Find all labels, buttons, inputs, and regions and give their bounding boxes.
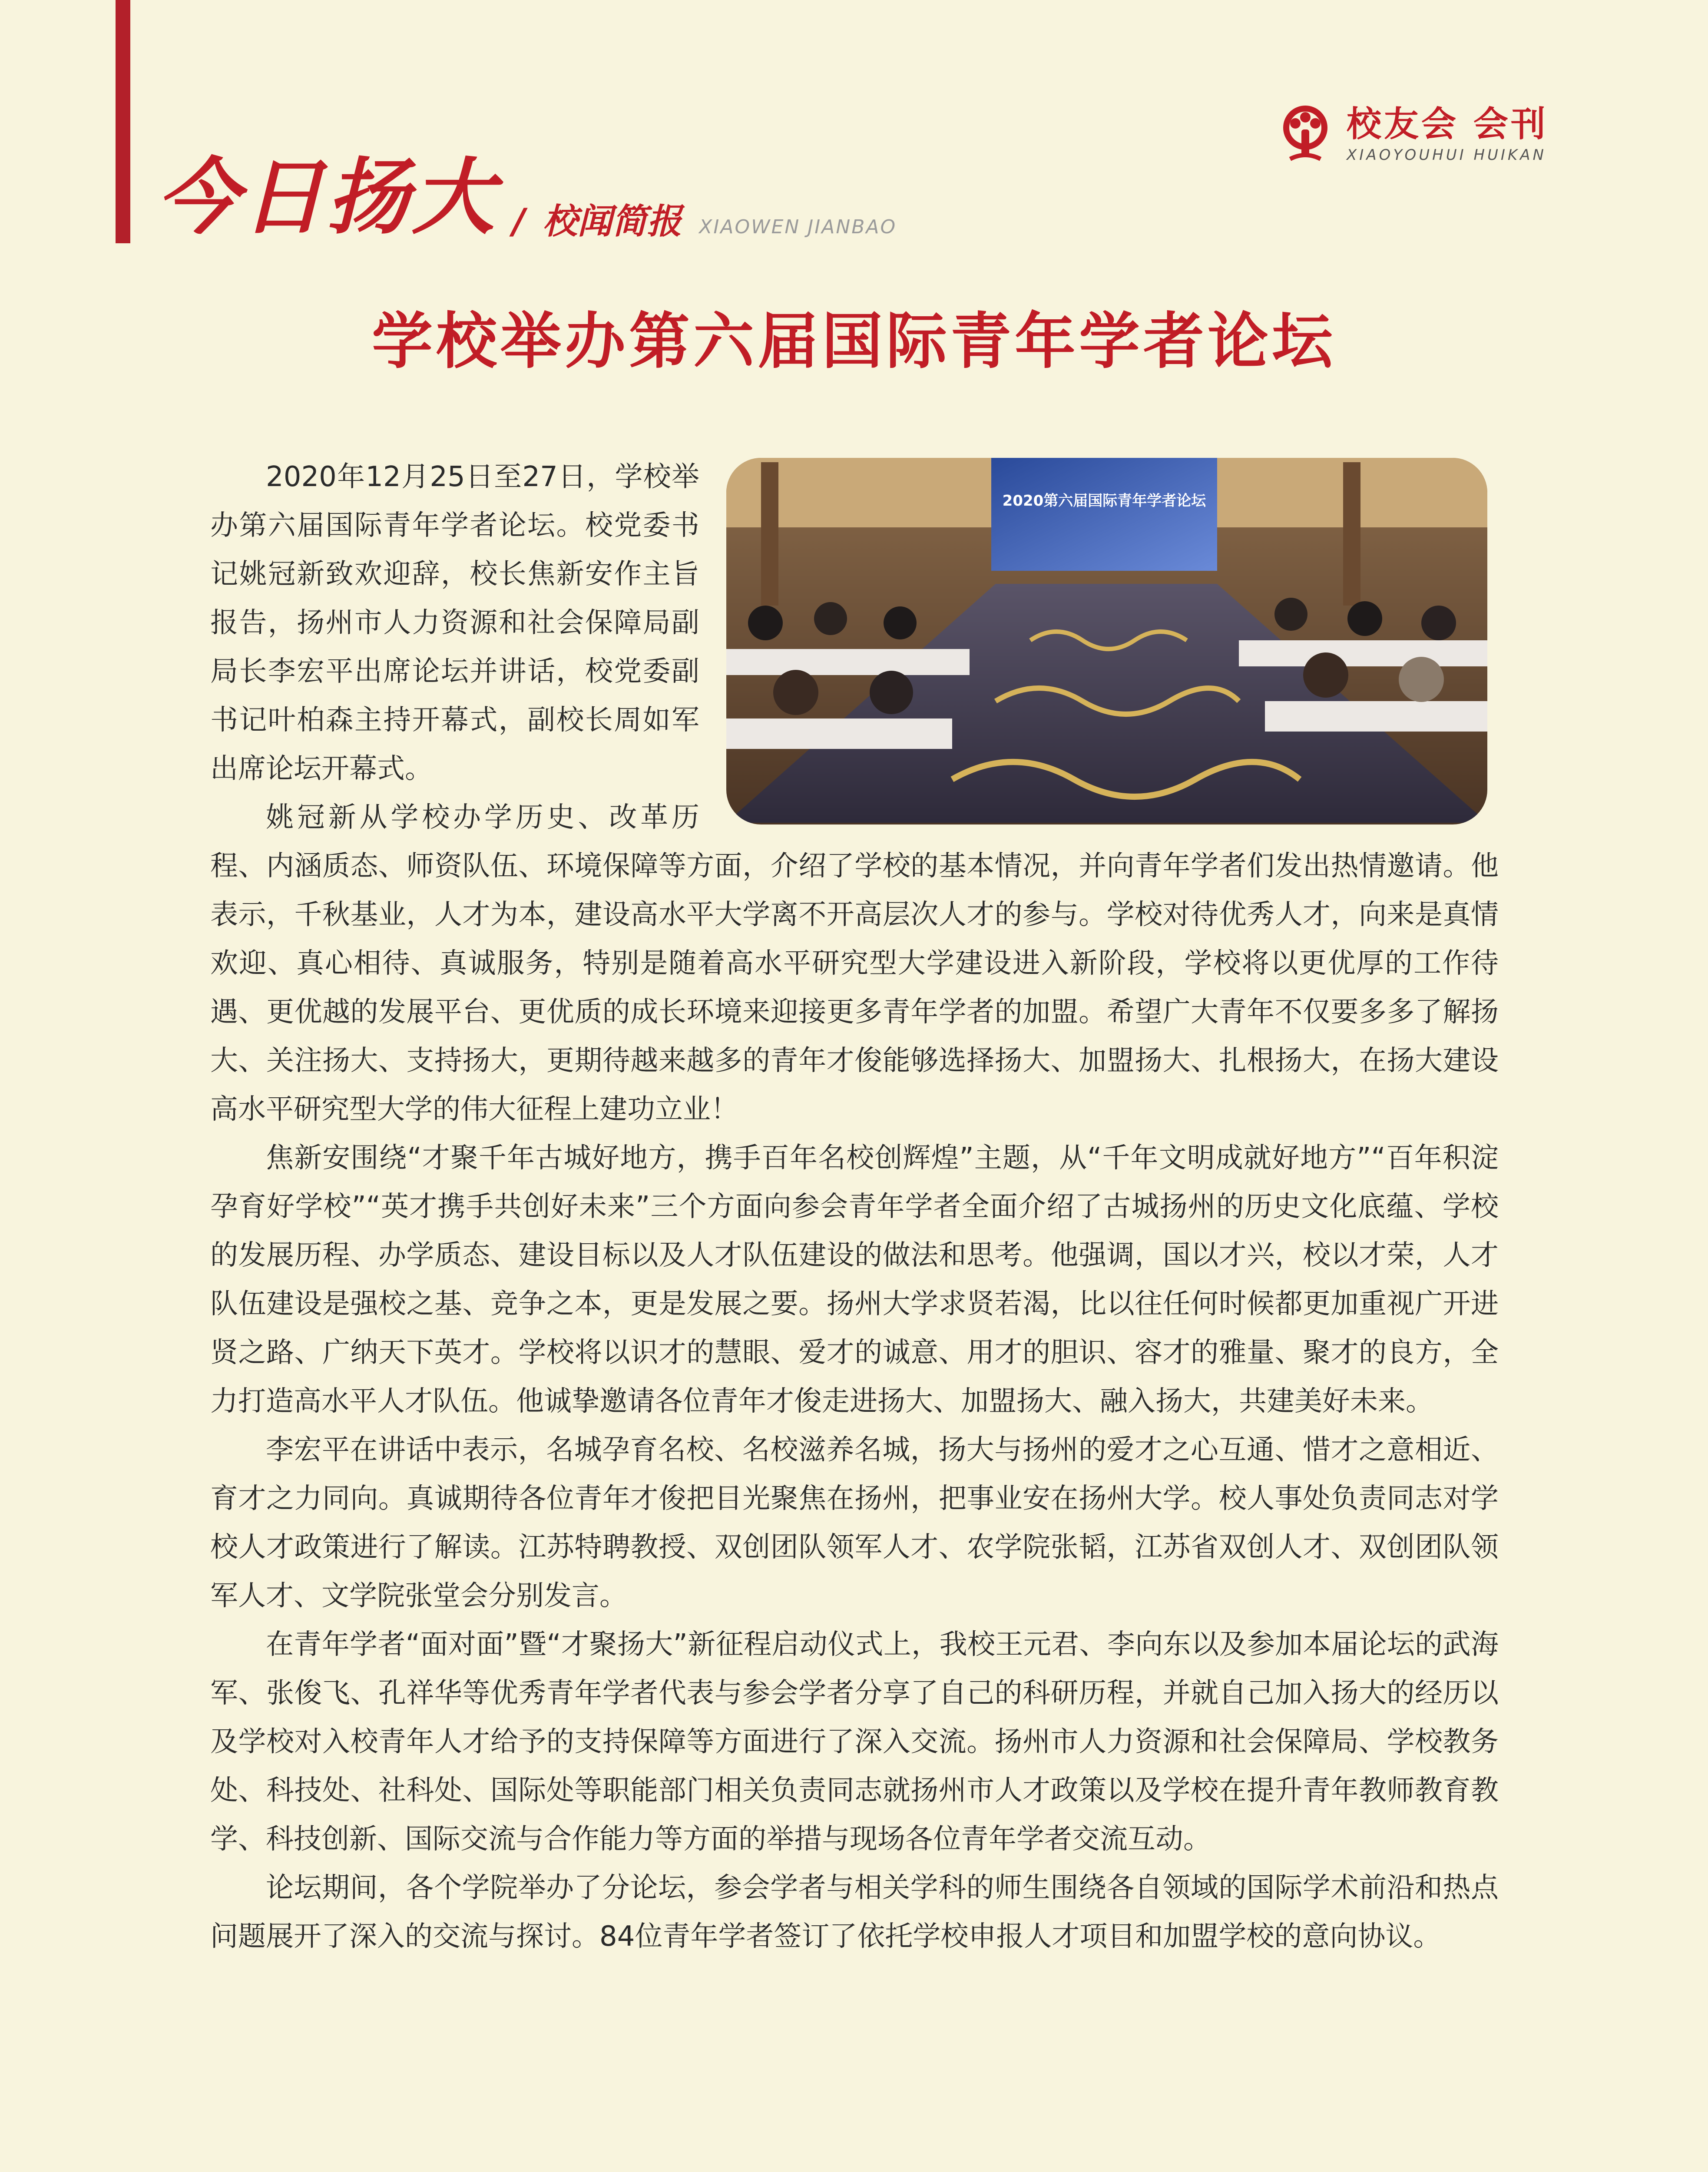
section-title: 今日扬大	[156, 149, 497, 245]
title-slash: /	[513, 201, 526, 242]
article-paragraph: 李宏平在讲话中表示，名城孕育名校、名校滋养名城，扬大与扬州的爱才之心互通、惜才之意相近、育才之力同向。真诚期待各位青年才俊把目光聚焦在扬州，把事业安在扬州大学。校人事处负责同志对学校人才政策进行了解读。江苏特聘教授、双创团队领军人才、农学院张韬，江苏省双创人才、双创团队领军人才、文学院张堂会分别发言。	[210, 1434, 1499, 1612]
article-paragraph: 焦新安围绕“才聚千年古城好地方，携手百年名校创辉煌”主题，从“千年文明成就好地方”“百年积淀孕育好学校”“英才携手共创好未来”三个方面向参会青年学者全面介绍了古城扬州的历史文化底蕴、学校的发展历程、办学质态、建设目标以及人才队伍建设的做法和思考。他强调，国以才兴，校以才荣，人才队伍建设是强校之基、竞争之本，更是发展之要。扬州大学求贤若渴，比以往任何时候都更加重视广开进贤之路、广纳天下英才。学校将以识才的慧眼、爱才的诚意、用才的胆识、容才的雅量、聚才的良方，全力打造高水平人才队伍。他诚挚邀请各位青年才俊走进扬大、加盟扬大、融入扬大，共建美好未来。	[210, 1142, 1499, 1417]
article-body	[210, 453, 1499, 1961]
article-paragraph: 在青年学者“面对面”暨“才聚扬大”新征程启动仪式上，我校王元君、李向东以及参加本届论坛的武海军、张俊飞、孔祥华等优秀青年学者代表与参会学者分享了自己的科研历程，并就自己加入扬大的经历以及学校对入校青年人才给予的支持保障等方面进行了深入交流。扬州市人力资源和社会保障局、学校教务处、科技处、社科处、国际处等职能部门相关负责同志就扬州市人才政策以及学校在提升青年教师教育教学、科技创新、国际交流与合作能力等方面的举措与现场各位青年学者交流互动。	[210, 1629, 1499, 1855]
alumni-journal-logo	[1273, 103, 1548, 168]
photo-float-spacer	[717, 453, 1499, 831]
article-paragraph: 论坛期间，各个学院举办了分论坛，参会学者与相关学科的师生围绕各自领域的国际学术前沿和热点问题展开了深入的交流与探讨。84位青年学者签订了依托学校申报人才项目和加盟学校的意向协议。	[210, 1872, 1499, 1953]
subtitle-en: XIAOWEN JIANBAO	[699, 216, 897, 238]
article-paragraph: 姚冠新从学校办学历史、改革历程、内涵质态、师资队伍、环境保障等方面，介绍了学校的基本情况，并向青年学者们发出热情邀请。他表示，千秋基业，人才为本，建设高水平大学离不开高层次人才的参与。学校对待优秀人才，向来是真情欢迎、真心相待、真诚服务，特别是随着高水平研究型大学建设进入新阶段，学校将以更优厚的工作待遇、更优越的发展平台、更优质的成长环境来迎接更多青年学者的加盟。希望广大青年不仅要多多了解扬大、关注扬大、支持扬大，更期待越来越多的青年才俊能够选择扬大、加盟扬大、扎根扬大，在扬大建设高水平研究型大学的伟大征程上建功立业！	[210, 801, 1499, 1126]
header-accent-bar	[116, 0, 130, 243]
article-paragraph: 2020年12月25日至27日，学校举办第六届国际青年学者论坛。校党委书记姚冠新致欢迎辞，校长焦新安作主旨报告，扬州市人力资源和社会保障局副局长李宏平出席论坛并讲话，校党委副书记叶柏森主持开幕式，副校长周如军出席论坛开幕式。	[210, 461, 699, 785]
section-subtitle	[513, 193, 897, 243]
logo-text-en: XIAOYOUHUI HUIKAN	[1347, 146, 1546, 164]
subtitle-cn: 校闻简报	[543, 201, 682, 242]
tree-logo-icon	[1273, 103, 1338, 168]
article-title: 学校举办第六届国际青年学者论坛	[371, 306, 1336, 377]
logo-text-cn: 校友会 会刊	[1347, 103, 1548, 144]
photo-screen-banner: 2020第六届国际青年学者论坛	[1002, 492, 1206, 510]
